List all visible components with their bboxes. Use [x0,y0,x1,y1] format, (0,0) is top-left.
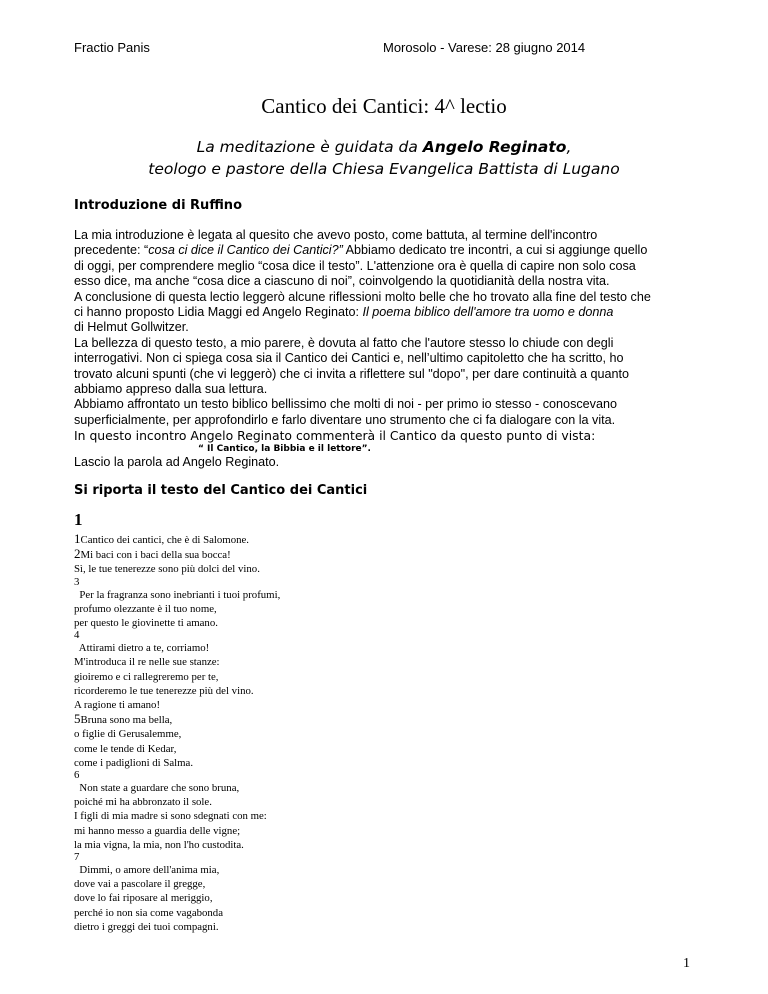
verse-number: 4 [74,629,80,642]
verse-line: Per la fragranza sono inebrianti i tuoi profumi, [74,588,281,601]
intro-line: Abbiamo affrontato un testo biblico bellissimo che molti di noi - per primo io stesso - conoscevano [74,397,617,412]
verse-number: 2 [74,546,81,562]
verse-line: A ragione ti amano! [74,699,161,712]
verse-line: poiché mi ha abbronzato il sole. [74,796,212,809]
subtitle-line-2: teologo e pastore della Chiesa Evangelica Battista di Lugano [148,160,620,178]
verse-line: I figli di mia madre si sono sdegnati con me: [74,810,267,823]
verses-block [74,530,574,934]
verse-number: 6 [74,769,80,782]
intro-line: La mia introduzione è legata al quesito che avevo posto, come battuta, al termine dell'incontro [74,228,598,242]
verse-number: 3 [74,575,80,588]
intro-quote: “ Il Cantico, la Bibbia e il lettore”. [198,443,371,454]
verse-line: 5Bruna sono ma bella, [74,711,173,727]
verse-line: dietro i greggi dei tuoi compagni. [74,920,219,933]
book-title: Il poema biblico dell'amore tra uomo e donna [362,305,614,320]
verse-line: Attirami dietro a te, corriamo! [74,642,210,655]
verse-number: 5 [74,711,81,727]
header-right: Morosolo - Varese: 28 giugno 2014 [383,40,586,55]
verse-line: come i padiglioni di Salma. [74,756,194,769]
subtitle [0,136,768,180]
verse-number: 1 [74,531,81,546]
verse-line: dove vai a pascolare il gregge, [74,878,206,891]
verse-line: Sì, le tue tenerezze sono più dolci del vino. [74,563,260,576]
chapter-number: 1 [74,510,83,529]
intro-line: In questo incontro Angelo Reginato commenterà il Cantico da questo punto di vista: [74,428,596,444]
verse-line: Non state a guardare che sono bruna, [74,782,240,795]
verse-line: 1Cantico dei cantici, che è di Salomone. [74,531,249,546]
verse-line: dove lo fai riposare al meriggio, [74,892,213,905]
verse-line: Dimmi, o amore dell'anima mia, [74,864,220,877]
intro-line: Lascio la parola ad Angelo Reginato. [74,454,280,469]
verse-line: gioiremo e ci rallegreremo per te, [74,670,219,683]
intro-line: precedente: “cosa ci dice il Cantico dei Cantici?” Abbiamo dedicato tre incontri, a cui si aggiunge quello [74,243,648,258]
verse-line: perché io non sia come vagabonda [74,906,224,919]
verse-line: M'introduca il re nelle sue stanze: [74,656,220,669]
intro-line: A conclusione di questa lectio leggerò alcune riflessioni molto belle che ho trovato alla fine del testo che [74,289,651,304]
intro-line: ci hanno proposto Lidia Maggi ed Angelo Reginato: Il poema biblico dell'amore tra uomo e donna [74,305,614,320]
intro-line: esso dice, ma anche “cosa dice a ciascuno di noi”, coinvolgendo la quotidianità della nostra vita. [74,274,610,289]
verse-line: come le tende di Kedar, [74,742,177,755]
verse-line: la mia vigna, la mia, non l'ho custodita. [74,838,244,851]
intro-line: superficialmente, per approfondirlo e farlo diventare uno strumento che ci fa dialogare con la vita. [74,412,616,427]
verse-number: 7 [74,851,80,864]
intro-line: interrogativi. Non ci spiega cosa sia il Cantico dei Cantici e, nell’ultimo capitoletto che ha scritto, ho [74,351,624,366]
intro-line: La bellezza di questo testo, a mio parere, è dovuta al fatto che l'autore stesso lo chiude con degli [74,335,614,350]
intro-line: abbiamo appreso dalla sua lettura. [74,382,268,397]
intro-body [74,228,704,470]
intro-line: di Helmut Gollwitzer. [74,320,189,335]
verse-line: per questo le giovinette ti amano. [74,617,218,630]
verse-line: profumo olezzante è il tuo nome, [74,602,217,615]
intro-line: di oggi, per comprendere meglio “cosa dice il testo”. L'attenzione ora è quella di capire non solo cosa [74,258,636,273]
verse-line: o figlie di Gerusalemme, [74,728,182,741]
verse-line: 2Mi baci con i baci della sua bocca! [74,546,231,562]
text-heading: Si riporta il testo del Cantico dei Cantici [74,483,368,498]
verse-line: mi hanno messo a guardia delle vigne; [74,824,241,837]
page-number: 1 [683,956,690,971]
page-title: Cantico dei Cantici: 4^ lectio [261,94,507,118]
speaker-name: Angelo Reginato [422,138,567,156]
header-left: Fractio Panis [74,40,150,55]
verse-line: ricorderemo le tue tenerezze più del vino. [74,684,254,697]
subtitle-line-1: La meditazione è guidata da Angelo Reginato, [196,138,572,156]
intro-heading: Introduzione di Ruffino [74,198,242,213]
intro-line: trovato alcuni spunti (che vi leggerò) che ci invita a riflettere sul "dopo", per dare continuità a quanto [74,366,629,381]
